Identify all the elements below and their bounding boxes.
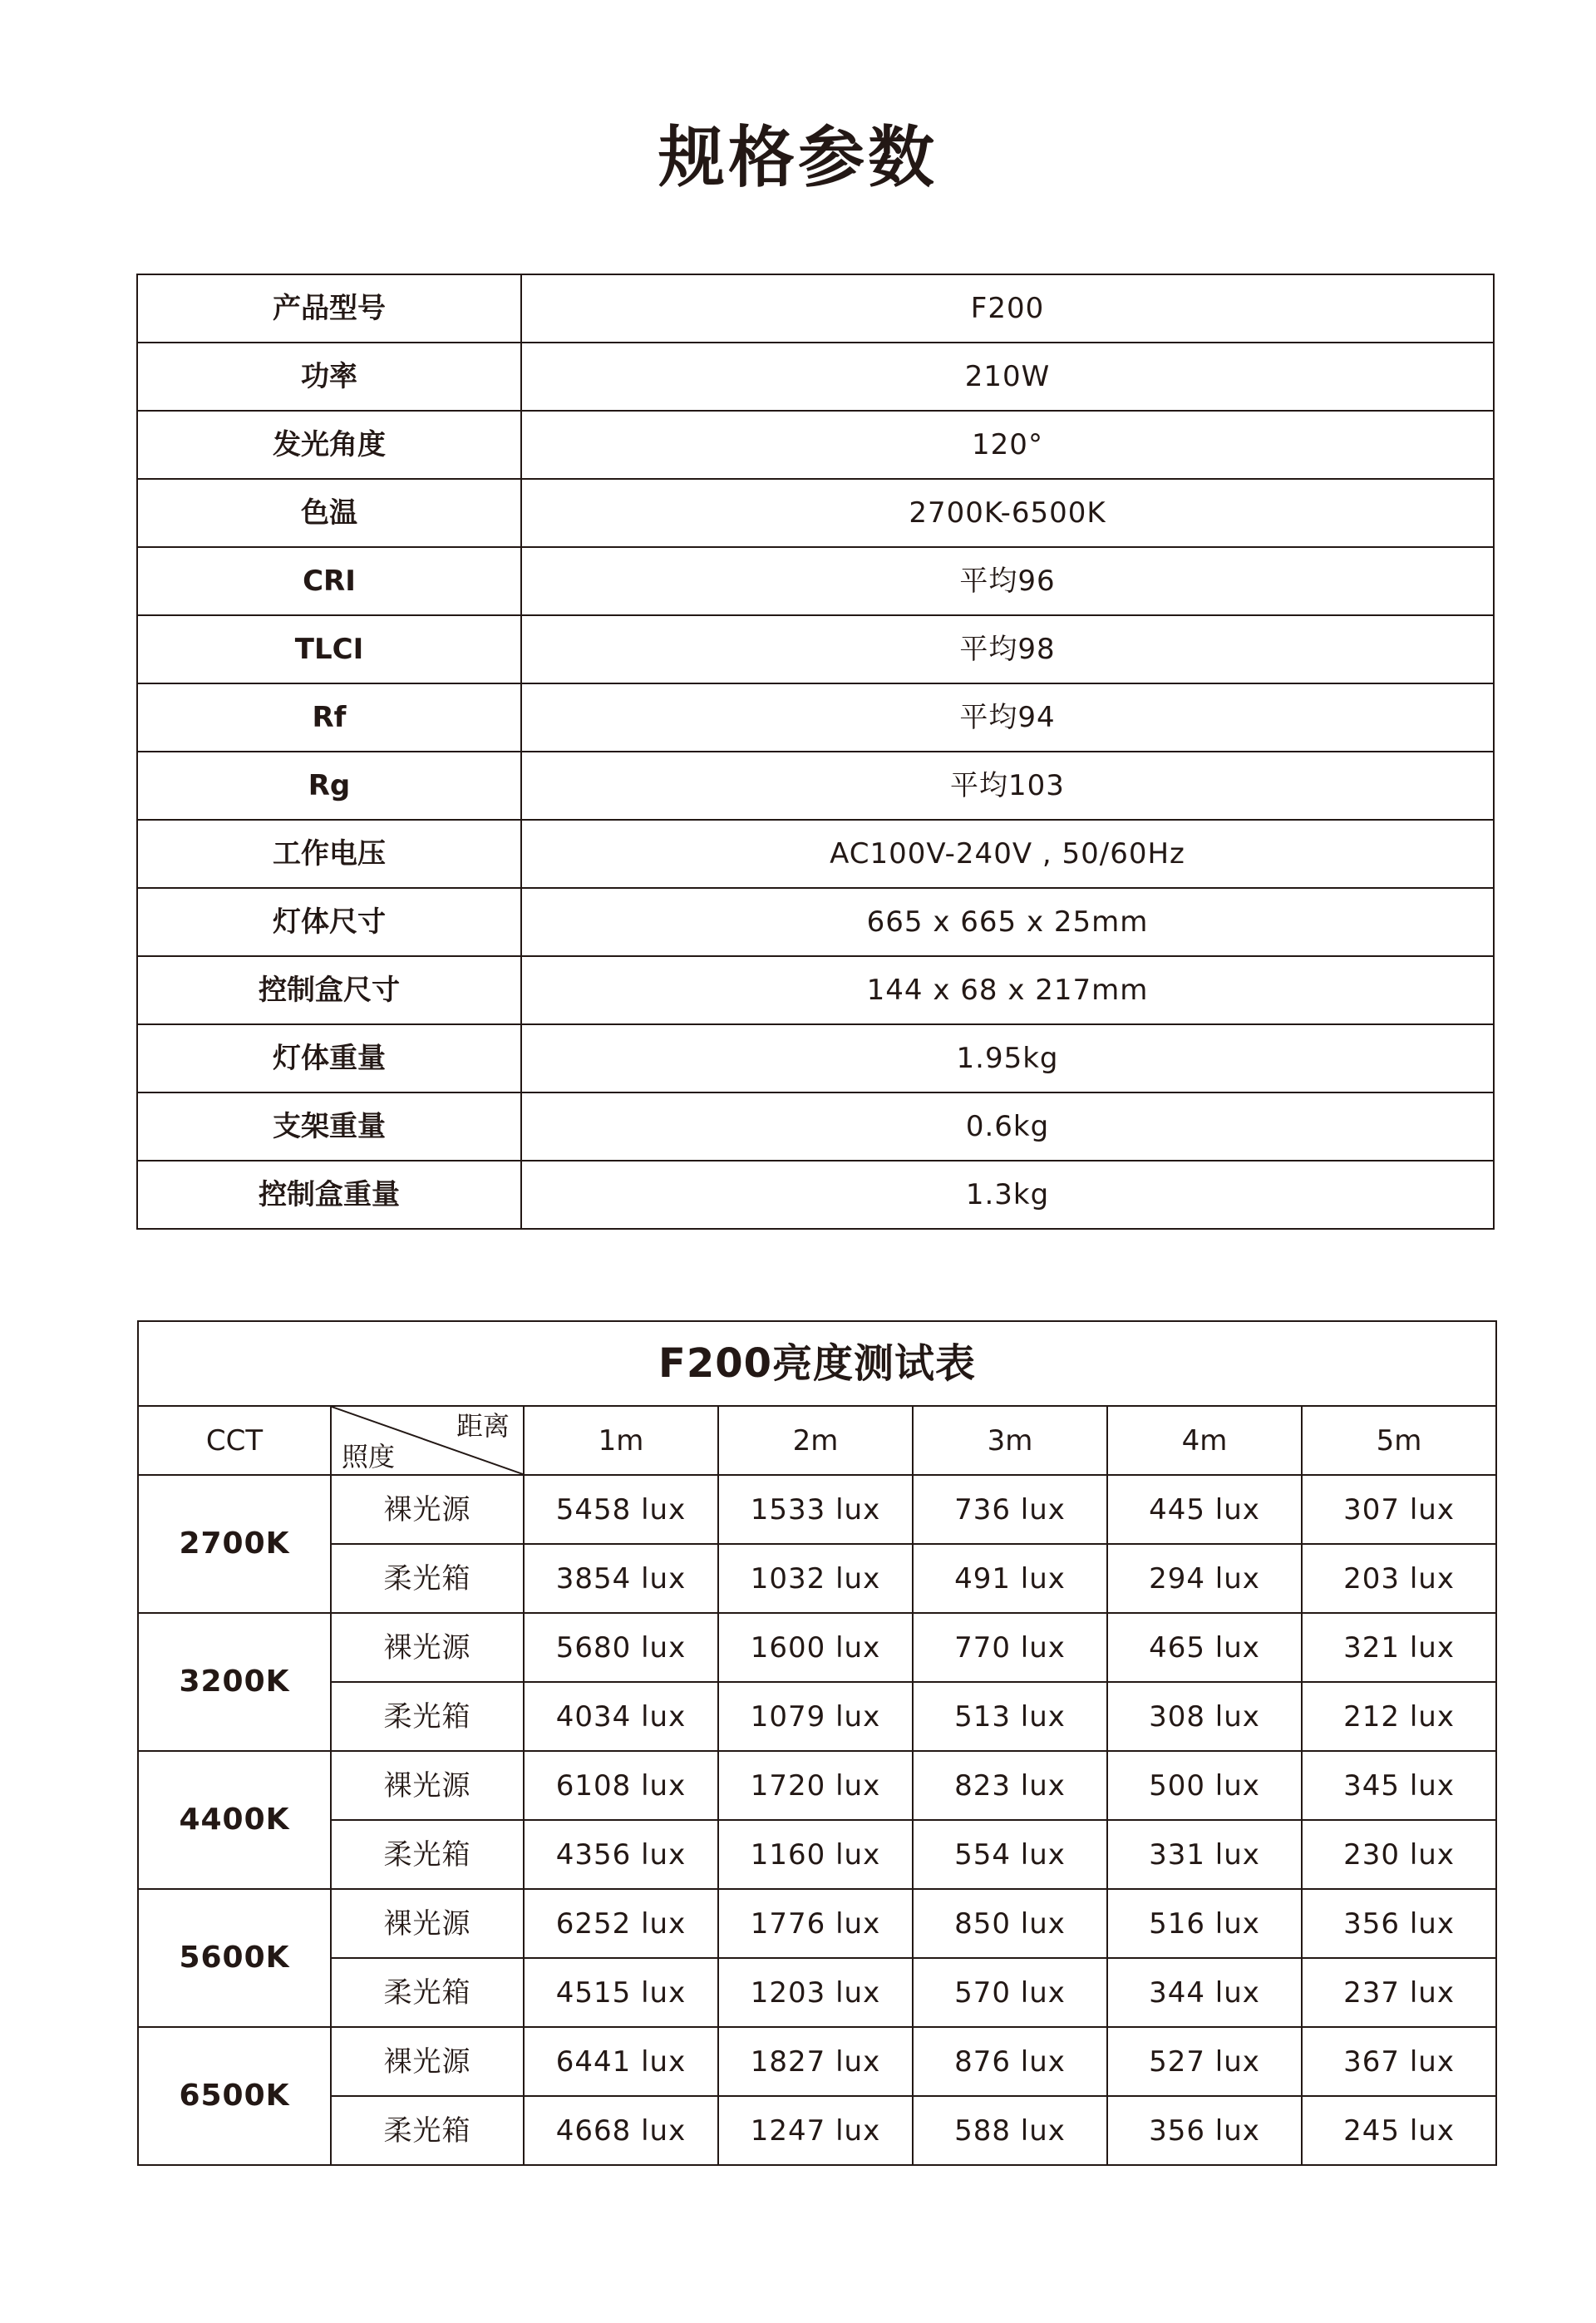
spec-value: 665 x 665 x 25mm (521, 888, 1494, 956)
lux-value: 367 lux (1302, 2027, 1496, 2096)
lux-value: 1032 lux (718, 1544, 913, 1613)
lux-value: 1203 lux (718, 1958, 913, 2027)
lux-value: 237 lux (1302, 1958, 1496, 2027)
spec-value: F200 (521, 274, 1494, 343)
spec-label: CRI (137, 547, 521, 615)
spec-row (137, 615, 1494, 683)
lux-value: 554 lux (913, 1820, 1107, 1889)
spec-label: 控制盒尺寸 (137, 956, 521, 1024)
lux-value: 294 lux (1107, 1544, 1302, 1613)
light-mode: 裸光源 (331, 2027, 524, 2096)
cct-value: 6500K (138, 2027, 331, 2165)
light-mode: 柔光箱 (331, 1682, 524, 1751)
lux-value: 345 lux (1302, 1751, 1496, 1820)
lux-value: 203 lux (1302, 1544, 1496, 1613)
lux-value: 331 lux (1107, 1820, 1302, 1889)
lux-row (138, 1544, 1496, 1613)
spec-value: AC100V-240V , 50/60Hz (521, 820, 1494, 888)
spec-label: 工作电压 (137, 820, 521, 888)
lux-value: 307 lux (1302, 1475, 1496, 1544)
spec-value: 1.95kg (521, 1024, 1494, 1092)
light-mode: 柔光箱 (331, 1544, 524, 1613)
lux-value: 513 lux (913, 1682, 1107, 1751)
spec-row (137, 1024, 1494, 1092)
lux-value: 491 lux (913, 1544, 1107, 1613)
lux-value: 4668 lux (524, 2096, 718, 2165)
lux-value: 5680 lux (524, 1613, 718, 1682)
lux-value: 1720 lux (718, 1751, 913, 1820)
spec-row (137, 888, 1494, 956)
lux-value: 770 lux (913, 1613, 1107, 1682)
diagonal-header-cell (331, 1406, 524, 1475)
spec-row (137, 1092, 1494, 1161)
spec-value: 2700K-6500K (521, 479, 1494, 547)
lux-value: 308 lux (1107, 1682, 1302, 1751)
spec-row (137, 411, 1494, 479)
lux-value: 230 lux (1302, 1820, 1496, 1889)
spec-label: TLCI (137, 615, 521, 683)
lux-value: 4356 lux (524, 1820, 718, 1889)
lux-value: 876 lux (913, 2027, 1107, 2096)
spec-value: 120° (521, 411, 1494, 479)
lux-value: 344 lux (1107, 1958, 1302, 2027)
spec-label: Rg (137, 752, 521, 820)
spec-label: 产品型号 (137, 274, 521, 343)
light-mode: 柔光箱 (331, 2096, 524, 2165)
spec-table (136, 274, 1495, 1230)
spec-label: 灯体尺寸 (137, 888, 521, 956)
spec-label: 支架重量 (137, 1092, 521, 1161)
lux-value: 3854 lux (524, 1544, 718, 1613)
spec-row (137, 683, 1494, 752)
distance-header: 4m (1107, 1406, 1302, 1475)
lux-value: 356 lux (1302, 1889, 1496, 1958)
lux-test-table (137, 1320, 1497, 2166)
spec-value: 平均96 (521, 547, 1494, 615)
lux-row (138, 1820, 1496, 1889)
lux-value: 570 lux (913, 1958, 1107, 2027)
lux-value: 212 lux (1302, 1682, 1496, 1751)
spec-value: 平均98 (521, 615, 1494, 683)
cct-value: 3200K (138, 1613, 331, 1751)
distance-header: 5m (1302, 1406, 1496, 1475)
lux-row (138, 2027, 1496, 2096)
spec-value: 1.3kg (521, 1161, 1494, 1229)
lux-value: 1533 lux (718, 1475, 913, 1544)
spec-label: 灯体重量 (137, 1024, 521, 1092)
spec-label: 色温 (137, 479, 521, 547)
spec-row (137, 752, 1494, 820)
spec-row (137, 343, 1494, 411)
distance-header-label: 距离 (456, 1410, 510, 1442)
light-mode: 裸光源 (331, 1889, 524, 1958)
spec-row (137, 547, 1494, 615)
lux-value: 1600 lux (718, 1613, 913, 1682)
lux-table-title: F200亮度测试表 (138, 1321, 1496, 1406)
lux-value: 1827 lux (718, 2027, 913, 2096)
cct-value: 2700K (138, 1475, 331, 1613)
distance-header: 1m (524, 1406, 718, 1475)
spec-value: 平均94 (521, 683, 1494, 752)
lux-row (138, 1475, 1496, 1544)
spec-label: Rf (137, 683, 521, 752)
lux-value: 321 lux (1302, 1613, 1496, 1682)
cct-value: 4400K (138, 1751, 331, 1889)
spec-row (137, 1161, 1494, 1229)
spec-value: 144 x 68 x 217mm (521, 956, 1494, 1024)
lux-value: 850 lux (913, 1889, 1107, 1958)
distance-header: 3m (913, 1406, 1107, 1475)
lux-value: 1247 lux (718, 2096, 913, 2165)
lux-value: 465 lux (1107, 1613, 1302, 1682)
light-mode: 裸光源 (331, 1475, 524, 1544)
lux-value: 1776 lux (718, 1889, 913, 1958)
lux-value: 500 lux (1107, 1751, 1302, 1820)
lux-value: 1160 lux (718, 1820, 913, 1889)
spec-label: 发光角度 (137, 411, 521, 479)
spec-row (137, 956, 1494, 1024)
lux-row (138, 1751, 1496, 1820)
light-mode: 柔光箱 (331, 1958, 524, 2027)
spec-value: 平均103 (521, 752, 1494, 820)
spec-label: 控制盒重量 (137, 1161, 521, 1229)
spec-row (137, 820, 1494, 888)
cct-header: CCT (138, 1406, 331, 1475)
spec-row (137, 479, 1494, 547)
lux-row (138, 1613, 1496, 1682)
light-mode: 裸光源 (331, 1613, 524, 1682)
light-mode: 裸光源 (331, 1751, 524, 1820)
lux-value: 4034 lux (524, 1682, 718, 1751)
lux-value: 6108 lux (524, 1751, 718, 1820)
spec-value: 0.6kg (521, 1092, 1494, 1161)
lux-value: 588 lux (913, 2096, 1107, 2165)
spec-value: 210W (521, 343, 1494, 411)
lux-row (138, 2096, 1496, 2165)
lux-value: 516 lux (1107, 1889, 1302, 1958)
cct-value: 5600K (138, 1889, 331, 2027)
lux-value: 6252 lux (524, 1889, 718, 1958)
lux-value: 4515 lux (524, 1958, 718, 2027)
distance-header: 2m (718, 1406, 913, 1475)
lux-value: 1079 lux (718, 1682, 913, 1751)
page-title: 规格参数 (658, 119, 938, 196)
lux-value: 245 lux (1302, 2096, 1496, 2165)
lux-value: 445 lux (1107, 1475, 1302, 1544)
light-mode: 柔光箱 (331, 1820, 524, 1889)
lux-value: 527 lux (1107, 2027, 1302, 2096)
lux-value: 5458 lux (524, 1475, 718, 1544)
lux-value: 356 lux (1107, 2096, 1302, 2165)
lux-row (138, 1889, 1496, 1958)
lux-row (138, 1682, 1496, 1751)
spec-row (137, 274, 1494, 343)
lux-value: 823 lux (913, 1751, 1107, 1820)
illuminance-header-label: 照度 (342, 1441, 396, 1472)
spec-label: 功率 (137, 343, 521, 411)
lux-value: 6441 lux (524, 2027, 718, 2096)
lux-value: 736 lux (913, 1475, 1107, 1544)
lux-row (138, 1958, 1496, 2027)
